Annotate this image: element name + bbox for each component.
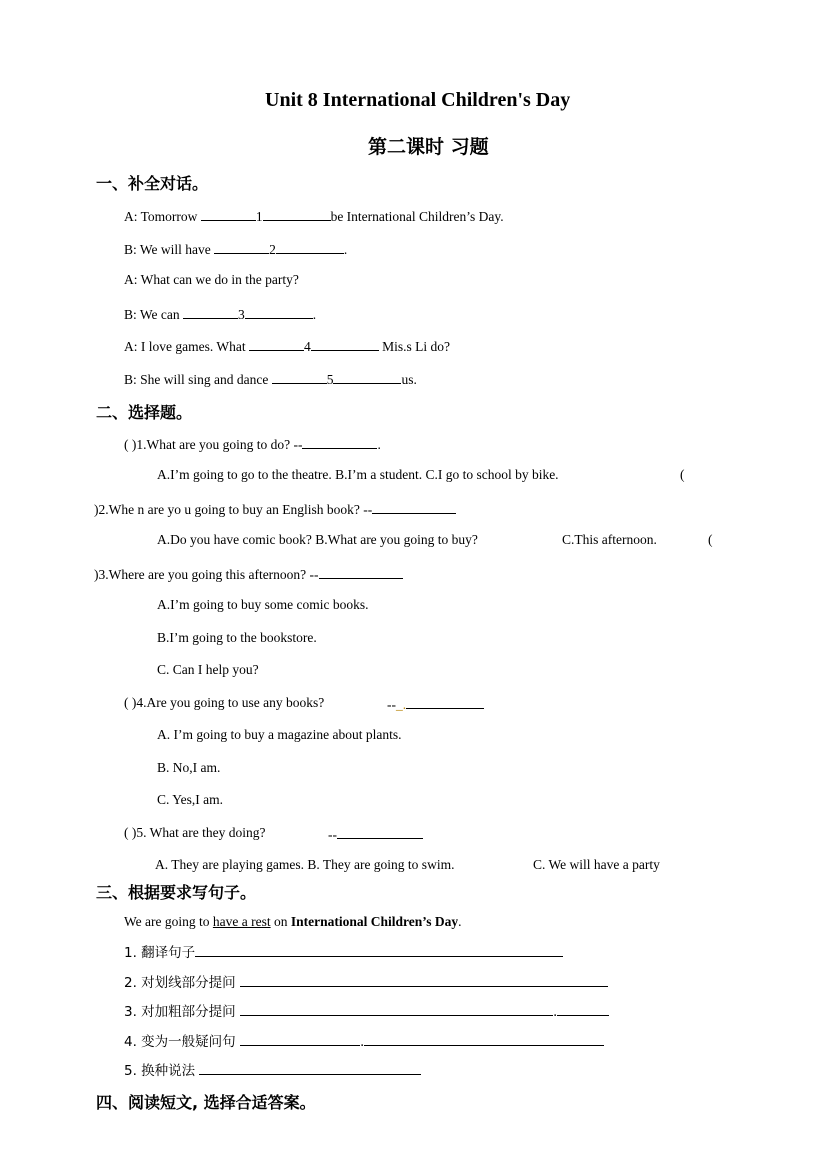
question-4-option-c: C. Yes,I am.: [157, 792, 224, 807]
blank-number: 1: [255, 209, 263, 224]
bold-phrase: International Children’s Day: [290, 914, 459, 929]
question-2-tail: (: [708, 532, 713, 547]
line-text: us.: [401, 372, 417, 387]
sentence-text: .: [458, 914, 462, 929]
dialogue-line-3: A: What can we do in the party?: [124, 272, 299, 287]
question-5-option-c: C. We will have a party: [533, 857, 660, 872]
task-item-1: [124, 941, 563, 961]
sentence-text: We are going to: [124, 914, 213, 929]
dot: .: [552, 1004, 558, 1020]
question-2: [94, 500, 456, 518]
page-subtitle: 第二课时 习题: [368, 136, 489, 158]
dialogue-line-6: [124, 370, 417, 388]
question-4: ( )4.Are you going to use any books?: [124, 695, 325, 710]
line-text: Mis.s Li do?: [378, 339, 450, 354]
section-heading-3: 三、根据要求写句子。: [96, 883, 257, 902]
line-text: be International Children’s Day.: [330, 209, 504, 224]
blank-number: 2: [269, 242, 276, 257]
underlined-phrase: have a rest: [212, 914, 271, 929]
dialogue-line-4: [124, 305, 316, 323]
task-label: 1. 翻译句子: [124, 945, 196, 961]
question-5: ( )5. What are they doing?: [124, 825, 266, 840]
dialogue-line-2: [124, 240, 347, 258]
task-item-3: [124, 1000, 609, 1020]
page-title: Unit 8 International Children's Day: [265, 89, 571, 111]
section-heading-1: 一、补全对话。: [96, 174, 209, 193]
line-text: A: Tomorrow: [124, 209, 201, 224]
blank-number: 3: [238, 307, 245, 322]
task-item-4: [124, 1030, 604, 1050]
dot: .: [359, 1034, 365, 1050]
question-1-options: A.I’m going to go to the theatre. B.I’m a student. C.I go to school by bike.: [157, 467, 559, 482]
question-1-tail: (: [680, 467, 685, 482]
task-label: 3. 对加粗部分提问: [124, 1004, 236, 1020]
section-heading-4: 四、阅读短文, 选择合适答案。: [96, 1093, 316, 1112]
question-2-option-c: C.This afternoon.: [562, 532, 657, 547]
question-3: [94, 565, 403, 583]
section-heading-2: 二、选择题。: [96, 403, 193, 422]
line-text: .: [343, 242, 348, 257]
line-text: A: I love games. What: [124, 339, 249, 354]
question-4-option-b: B. No,I am.: [157, 760, 221, 775]
line-text: .: [312, 307, 317, 322]
question-4-option-a: A. I’m going to buy a magazine about plants.: [157, 727, 402, 742]
question-text: )3.Where are you going this afternoon? --: [94, 567, 319, 582]
task-label: 2. 对划线部分提问: [124, 975, 236, 991]
question-text: ( )1.What are you going to do? --: [124, 437, 303, 452]
base-sentence: [124, 914, 462, 930]
dash: --: [328, 827, 337, 842]
task-label: 4. 变为一般疑问句: [124, 1034, 236, 1050]
task-item-2: [124, 971, 608, 991]
task-label: 5. 换种说法: [124, 1063, 196, 1079]
question-3-option-c: C. Can I help you?: [157, 662, 259, 677]
line-text: B: We will have: [124, 242, 215, 257]
question-3-option-a: A.I’m going to buy some comic books.: [157, 597, 369, 612]
task-item-5: [124, 1059, 421, 1079]
line-text: B: She will sing and dance: [124, 372, 272, 387]
line-text: B: We can: [124, 307, 184, 322]
question-3-option-b: B.I’m going to the bookstore.: [157, 630, 317, 645]
dialogue-line-5: [124, 337, 450, 355]
question-1: ( )1.What are you going to do? -- .: [124, 437, 381, 452]
sentence-text: on: [270, 914, 291, 929]
question-5-options: A. They are playing games. B. They are going to swim.: [155, 857, 455, 872]
question-5-answer: [328, 825, 423, 843]
question-2-options: A.Do you have comic book? B.What are you going to buy?: [157, 532, 478, 547]
dialogue-line-1: [124, 207, 504, 225]
question-4-answer: [387, 695, 484, 713]
dash: --: [387, 697, 396, 712]
blank-number: 4: [303, 339, 311, 354]
answer-mark: _.: [396, 697, 407, 712]
blank-number: 5: [326, 372, 334, 387]
question-text: )2.Whe n are yo u going to buy an English book? --: [94, 502, 373, 517]
